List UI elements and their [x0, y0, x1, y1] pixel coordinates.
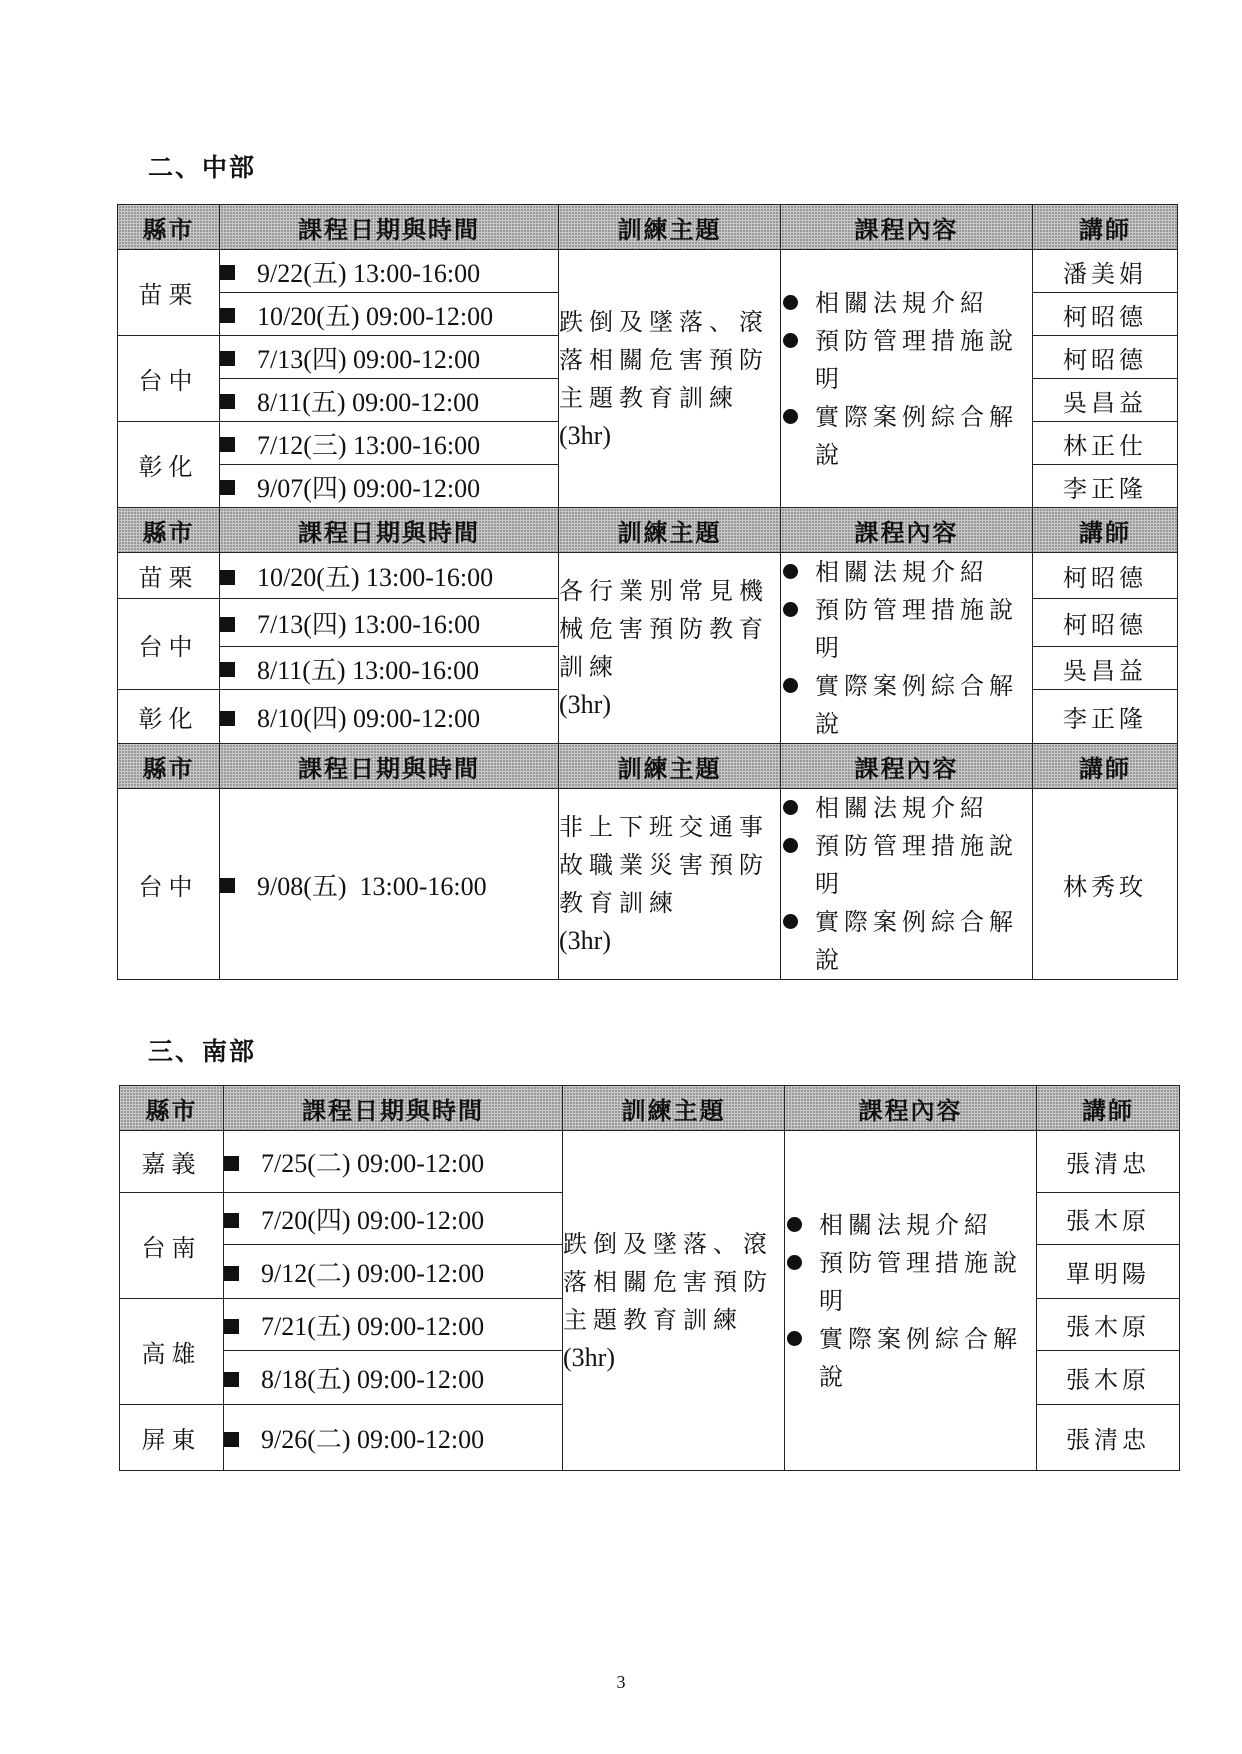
square-bullet-icon: [224, 1372, 239, 1387]
city-cell: 彰化: [118, 422, 220, 508]
content-item: 預防管理措施說明: [781, 827, 1032, 903]
date-text: 9/12(二) 09:00-12:00: [261, 1259, 485, 1288]
header-city: 縣市: [120, 1086, 224, 1131]
square-bullet-icon: [220, 711, 235, 726]
city-cell: 彰化: [118, 690, 220, 744]
instructor-cell: 單明陽: [1037, 1245, 1180, 1299]
instructor-cell: 李正隆: [1033, 690, 1178, 744]
round-bullet-icon: [783, 295, 798, 310]
table-row: [118, 250, 1178, 293]
date-text: 7/13(四) 09:00-12:00: [257, 344, 481, 374]
round-bullet-icon: [783, 838, 798, 853]
square-bullet-icon: [224, 1156, 239, 1171]
content-item: 實際案例綜合解說: [781, 903, 1032, 979]
instructor-cell: 柯昭德: [1033, 336, 1178, 379]
round-bullet-icon: [783, 564, 798, 579]
city-cell: 苗栗: [118, 250, 220, 336]
date-cell: [224, 1193, 563, 1245]
city-cell: 苗栗: [118, 553, 220, 599]
header-city: 縣市: [118, 205, 220, 250]
instructor-cell: 張木原: [1037, 1193, 1180, 1245]
date-text: 8/10(四) 09:00-12:00: [257, 704, 481, 733]
content-item: 相關法規介紹: [781, 553, 1032, 591]
table-row: [118, 789, 1178, 980]
round-bullet-icon: [787, 1255, 802, 1270]
header-topic: 訓練主題: [559, 205, 781, 250]
date-cell: [220, 422, 559, 465]
content-cell: [781, 250, 1033, 508]
content-cell: [781, 553, 1033, 744]
content-item: 實際案例綜合解說: [781, 398, 1032, 474]
header-content: 課程內容: [781, 508, 1033, 553]
topic-cell: [559, 553, 781, 744]
instructor-cell: 吳昌益: [1033, 647, 1178, 690]
round-bullet-icon: [783, 914, 798, 929]
square-bullet-icon: [224, 1213, 239, 1228]
section-title-south: 三、南部: [148, 1037, 257, 1066]
header-content: 課程內容: [785, 1086, 1037, 1131]
content-item: 實際案例綜合解說: [781, 667, 1032, 743]
round-bullet-icon: [783, 409, 798, 424]
content-item: 預防管理措施說明: [781, 322, 1032, 398]
content-item: 相關法規介紹: [781, 789, 1032, 827]
instructor-cell: 柯昭德: [1033, 599, 1178, 647]
table-row: [118, 553, 1178, 599]
date-text: 10/20(五) 13:00-16:00: [257, 563, 494, 592]
instructor-cell: 林秀玫: [1033, 789, 1178, 980]
date-text: 7/12(三) 13:00-16:00: [257, 430, 481, 460]
date-text: 9/07(四) 09:00-12:00: [257, 473, 481, 503]
south-schedule-table: [119, 1085, 1180, 1471]
page-number: 3: [616, 1672, 626, 1692]
date-text: 8/18(五) 09:00-12:00: [261, 1365, 485, 1394]
central-schedule-table: [117, 204, 1178, 980]
date-cell: [220, 379, 559, 422]
round-bullet-icon: [787, 1331, 802, 1346]
date-cell: [220, 336, 559, 379]
topic-duration: (3hr): [559, 926, 611, 955]
square-bullet-icon: [220, 617, 235, 632]
square-bullet-icon: [224, 1432, 239, 1447]
date-cell: [224, 1351, 563, 1405]
topic-text: 跌倒及墜落、滾落相關危害預防主題教育訓練: [559, 307, 769, 412]
date-text: 8/11(五) 13:00-16:00: [257, 655, 480, 685]
date-text: 10/20(五) 09:00-12:00: [257, 301, 494, 331]
topic-cell: [563, 1131, 785, 1471]
city-cell: 台中: [118, 336, 220, 422]
date-cell: [224, 1299, 563, 1351]
round-bullet-icon: [787, 1217, 802, 1232]
instructor-cell: 張清忠: [1037, 1405, 1180, 1471]
instructor-cell: 柯昭德: [1033, 553, 1178, 599]
header-content: 課程內容: [781, 744, 1033, 789]
content-item: 相關法規介紹: [785, 1206, 1036, 1244]
square-bullet-icon: [220, 878, 235, 893]
topic-duration: (3hr): [559, 420, 611, 450]
date-cell: [220, 553, 559, 599]
header-datetime: 課程日期與時間: [220, 205, 559, 250]
header-topic: 訓練主題: [559, 508, 781, 553]
date-cell: [220, 293, 559, 336]
content-item: 預防管理措施說明: [785, 1244, 1036, 1320]
instructor-cell: 張木原: [1037, 1299, 1180, 1351]
square-bullet-icon: [220, 480, 235, 495]
instructor-cell: 李正隆: [1033, 465, 1178, 508]
header-instructor: 講師: [1033, 205, 1178, 250]
date-text: 9/22(五) 13:00-16:00: [257, 258, 481, 288]
content-item: 相關法規介紹: [781, 284, 1032, 322]
date-text: 9/26(二) 09:00-12:00: [261, 1425, 485, 1454]
date-cell: [220, 599, 559, 647]
table-header-row: [118, 205, 1178, 250]
square-bullet-icon: [224, 1319, 239, 1334]
topic-text: 跌倒及墜落、滾落相關危害預防主題教育訓練: [563, 1229, 773, 1334]
date-cell: [220, 789, 559, 980]
date-cell: [224, 1245, 563, 1299]
header-datetime: 課程日期與時間: [224, 1086, 563, 1131]
square-bullet-icon: [220, 351, 235, 366]
date-text: 8/11(五) 09:00-12:00: [257, 387, 480, 417]
table-header-row: [118, 508, 1178, 553]
city-cell: 台南: [120, 1193, 224, 1299]
date-cell: [224, 1405, 563, 1471]
header-instructor: 講師: [1033, 744, 1178, 789]
instructor-cell: 張清忠: [1037, 1131, 1180, 1193]
topic-duration: (3hr): [559, 690, 611, 719]
date-cell: [220, 465, 559, 508]
date-text: 7/20(四) 09:00-12:00: [261, 1206, 485, 1235]
date-text: 7/13(四) 13:00-16:00: [257, 610, 481, 639]
header-datetime: 課程日期與時間: [220, 744, 559, 789]
content-item: 實際案例綜合解說: [785, 1320, 1036, 1396]
square-bullet-icon: [220, 265, 235, 280]
instructor-cell: 吳昌益: [1033, 379, 1178, 422]
round-bullet-icon: [783, 602, 798, 617]
city-cell: 台中: [118, 789, 220, 980]
instructor-cell: 潘美娟: [1033, 250, 1178, 293]
table-header-row: [118, 744, 1178, 789]
city-cell: 嘉義: [120, 1131, 224, 1193]
header-topic: 訓練主題: [559, 744, 781, 789]
topic-text: 非上下班交通事故職業災害預防教育訓練: [559, 813, 769, 917]
square-bullet-icon: [220, 662, 235, 677]
date-cell: [220, 690, 559, 744]
header-instructor: 講師: [1037, 1086, 1180, 1131]
header-instructor: 講師: [1033, 508, 1178, 553]
instructor-cell: 林正仕: [1033, 422, 1178, 465]
topic-cell: [559, 250, 781, 508]
date-text: 9/08(五) 13:00-16:00: [257, 871, 487, 901]
date-text: 7/25(二) 09:00-12:00: [261, 1149, 485, 1178]
date-text: 7/21(五) 09:00-12:00: [261, 1312, 485, 1341]
topic-cell: [559, 789, 781, 980]
date-cell: [220, 250, 559, 293]
header-datetime: 課程日期與時間: [220, 508, 559, 553]
header-city: 縣市: [118, 744, 220, 789]
city-cell: 高雄: [120, 1299, 224, 1405]
square-bullet-icon: [224, 1266, 239, 1281]
section-title-central: 二、中部: [148, 153, 257, 182]
city-cell: 屏東: [120, 1405, 224, 1471]
topic-text: 各行業別常見機械危害預防教育訓練: [559, 577, 769, 681]
square-bullet-icon: [220, 308, 235, 323]
instructor-cell: 柯昭德: [1033, 293, 1178, 336]
round-bullet-icon: [783, 678, 798, 693]
header-topic: 訓練主題: [563, 1086, 785, 1131]
content-cell: [785, 1131, 1037, 1471]
header-content: 課程內容: [781, 205, 1033, 250]
table-header-row: [120, 1086, 1180, 1131]
content-cell: [781, 789, 1033, 980]
round-bullet-icon: [783, 333, 798, 348]
date-cell: [224, 1131, 563, 1193]
square-bullet-icon: [220, 437, 235, 452]
city-cell: 台中: [118, 599, 220, 690]
date-cell: [220, 647, 559, 690]
header-city: 縣市: [118, 508, 220, 553]
instructor-cell: 張木原: [1037, 1351, 1180, 1405]
topic-duration: (3hr): [563, 1342, 615, 1372]
square-bullet-icon: [220, 570, 235, 585]
content-item: 預防管理措施說明: [781, 591, 1032, 667]
round-bullet-icon: [783, 800, 798, 815]
table-row: [120, 1131, 1180, 1193]
square-bullet-icon: [220, 394, 235, 409]
